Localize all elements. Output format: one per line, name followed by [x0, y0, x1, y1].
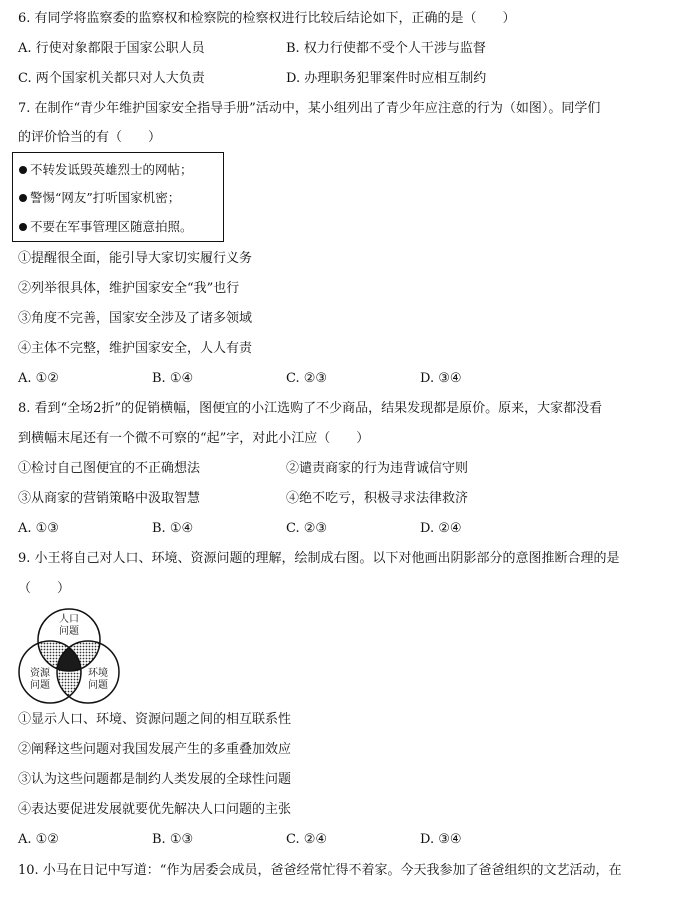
bullet-icon — [19, 194, 27, 202]
q9-statement-1: ①显示人口、环境、资源问题之间的相互联系性 — [18, 712, 292, 727]
q8-statement-2: ②谴责商家的行为违背诚信守则 — [286, 461, 469, 476]
q7-option-b[interactable]: B. ①④ — [152, 371, 194, 386]
q8-option-c[interactable]: C. ②③ — [286, 521, 328, 536]
q7-statement-1: ①提醒很全面，能引导大家切实履行义务 — [18, 251, 253, 266]
q9-statement-2: ②阐释这些问题对我国发展产生的多重叠加效应 — [18, 742, 292, 757]
q7-option-d[interactable]: D. ③④ — [420, 371, 462, 386]
card-item — [19, 190, 180, 206]
q7-stem-line1: 7. 在制作“青少年维护国家安全指导手册”活动中，某小组列出了青少年应注意的行为（如图）。同学们 — [18, 101, 601, 116]
q9-option-d[interactable]: D. ③④ — [420, 832, 462, 847]
venn-label-left-1: 资源 — [30, 668, 50, 679]
q9-statement-4: ④表达要促进发展就要优先解决人口问题的主张 — [18, 802, 292, 817]
q7-statement-3: ③角度不完善，国家安全涉及了诸多领域 — [18, 311, 253, 326]
q9-option-b[interactable]: B. ①③ — [152, 832, 194, 847]
venn-label-right-2: 问题 — [88, 680, 108, 691]
q8-statement-1: ①检讨自己图便宜的不正确想法 — [18, 461, 201, 476]
q7-statement-2: ②列举很具体，维护国家安全“我”也行 — [18, 281, 240, 296]
q8-statement-4: ④绝不吃亏，积极寻求法律救济 — [286, 491, 469, 506]
q7-option-c[interactable]: C. ②③ — [286, 371, 328, 386]
q9-option-a[interactable]: A. ①② — [18, 832, 59, 847]
q8-option-b[interactable]: B. ①④ — [152, 521, 194, 536]
q8-statement-3: ③从商家的营销策略中汲取智慧 — [18, 491, 201, 506]
q9-statement-3: ③认为这些问题都是制约人类发展的全球性问题 — [18, 772, 292, 787]
q8-stem-line2: 到横幅末尾还有一个微不可察的“起”字，对此小江应（ ） — [18, 431, 370, 446]
venn-label-right-1: 环境 — [88, 668, 108, 679]
q7-statement-4: ④主体不完整，维护国家安全，人人有责 — [18, 341, 253, 356]
q6-stem: 6. 有同学将监察委的监察权和检察院的检察权进行比较后结论如下，正确的是（ ） — [18, 11, 516, 26]
q8-option-d[interactable]: D. ②④ — [420, 521, 462, 536]
q6-option-c[interactable]: C. 两个国家机关都只对人大负责 — [18, 71, 205, 86]
bullet-icon — [19, 166, 27, 174]
bullet-icon — [19, 223, 27, 231]
card-item-text: 警惕“网友”打听国家机密； — [30, 190, 181, 205]
card-item — [19, 162, 193, 178]
q6-option-d[interactable]: D. 办理职务犯罪案件时应相互制约 — [286, 71, 487, 86]
venn-label-top-1: 人口 — [59, 614, 79, 625]
q9-option-c[interactable]: C. ②④ — [286, 832, 328, 847]
q8-option-a[interactable]: A. ①③ — [18, 521, 59, 536]
q10-stem-line1: 10. 小马在日记中写道：“作为居委会成员，爸爸经常忙得不着家。今天我参加了爸爸组织的文艺活动，在 — [18, 863, 622, 878]
q6-option-b[interactable]: B. 权力行使都不受个人干涉与监督 — [286, 41, 486, 56]
q9-stem-line2: （ ） — [18, 581, 71, 596]
card-item — [19, 219, 193, 235]
q7-stem-line2: 的评价恰当的有（ ） — [18, 130, 162, 145]
card-item-text: 不转发诋毁英雄烈士的网帖； — [30, 162, 193, 177]
venn-label-left-2: 问题 — [30, 680, 50, 691]
q6-option-a[interactable]: A. 行使对象都限于国家公职人员 — [18, 41, 205, 56]
q7-behavior-card — [12, 152, 224, 242]
q7-option-a[interactable]: A. ①② — [18, 371, 59, 386]
card-item-text: 不要在军事管理区随意拍照。 — [30, 219, 193, 234]
venn-label-top-2: 问题 — [59, 626, 79, 637]
q8-stem-line1: 8. 看到“全场2折”的促销横幅，图便宜的小江选购了不少商品，结果发现都是原价。原来，大家都没看 — [18, 401, 603, 416]
q9-stem-line1: 9. 小王将自己对人口、环境、资源问题的理解，绘制成右图。以下对他画出阴影部分的意图推断合理的是 — [18, 551, 620, 566]
venn-diagram — [16, 606, 122, 706]
